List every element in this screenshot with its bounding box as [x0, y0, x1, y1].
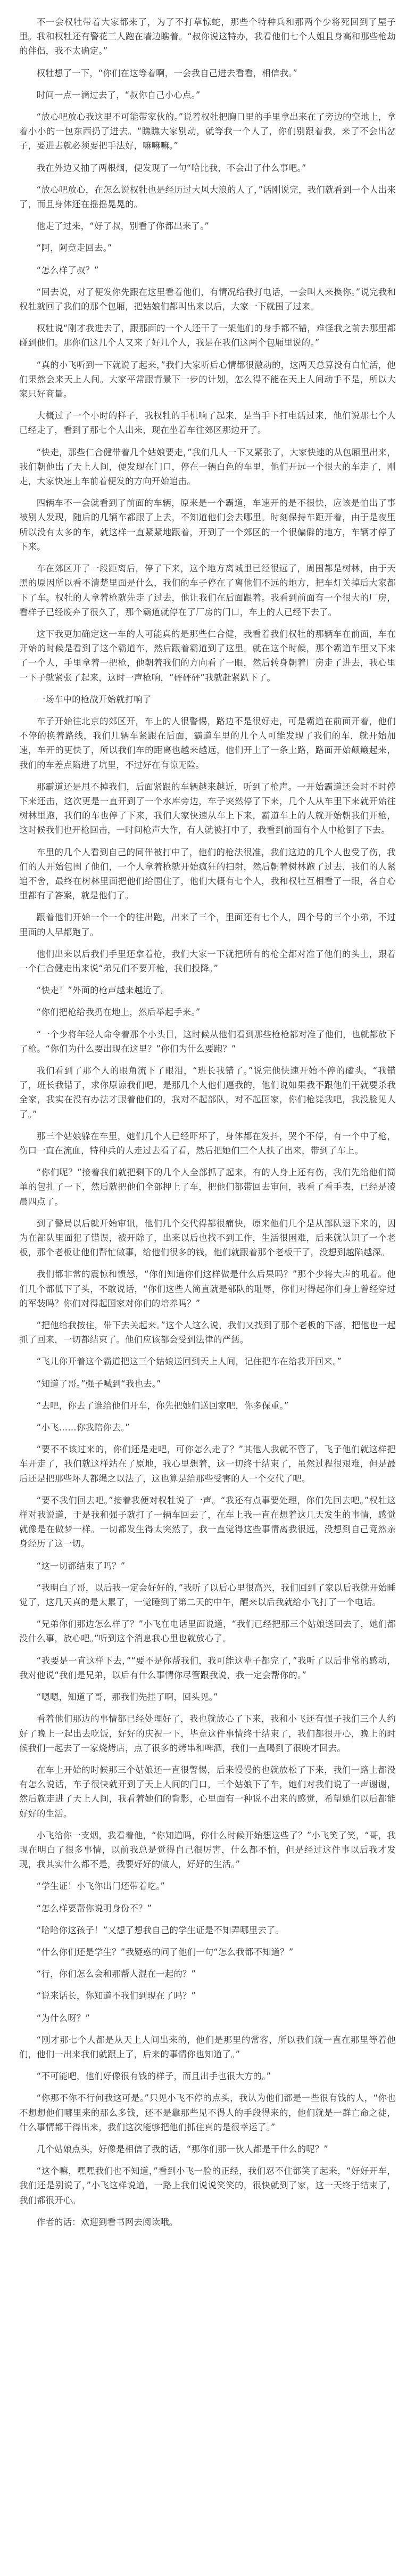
- paragraph: “小飞……你我陪你去。”: [36, 1422, 130, 1433]
- paragraph: 到了警局以后就开始审讯，他们几个交代得都很痛快，原来他们几个是从部队退下来的，因为在部队里面犯了错误，被开除了，出来以后也找不到工作，生活很困难，后来就认识了一个老板，那个老板让他们帮忙做事，给他们很多的钱，他们就跟着那个老板干了，没想到越陷越深。: [19, 1218, 396, 1258]
- paragraph: “不可能吧，他们好像很有钱的样子，而且出手也很大方的。”: [36, 2071, 271, 2082]
- paragraph: “兄弟你们那边怎么样了？”小飞在电话里面说道，“我们已经把那三个姑娘送回去了，她们都没什么事，放心吧。”听到这个消息我心里也就放心了。: [19, 1619, 396, 1644]
- paragraph: 权牡想了一下，“你们在这等着啊，一会我自己进去看看，相信我。”: [36, 68, 298, 78]
- paragraph: “要不我们回去吧。”接着我便对权牡说了一声。“我还有点事要处理，你们先回去吧。”权牡这样对我说道，于是我和强子就打了一辆车回去了，在车上我一直在想着这几天发生的事情，感觉就像是在做梦一样。一切都发生得太突然了，我一直觉得这些事情离我很远，没想到自己竟然亲身经历了这一切。: [19, 1495, 396, 1549]
- paragraph: “你们呢？”接着我们就把剩下的几个人全部抓了起来，有的人身上还有伤，我们先给他们简单的包扎了一下，然后就把他们全部押上了车，把他们都带回去审问，我看了看手表，已经是凌晨四点了。: [19, 1167, 396, 1207]
- paragraph: “把他给我按住，带下去关起来。”这个人这么说，我们又找到了那个老板的下落，把他也一起抓了回来，一切都结束了。他们应该都会受到法律的严惩。: [19, 1320, 396, 1345]
- paragraph: “知道了哥。”强子喊到“我也去。”: [36, 1378, 161, 1389]
- paragraph: 在车上开始的时候那三个姑娘还一直很警惕，后来慢慢的也就放松了下来，我们一路上都没有怎么说话，车子很快就开到了天上人间的门口，三个姑娘下了车，她们对我们说了一声谢谢，然后就走进了天上人间，我看着她们的背影，心里面有一种说不出来的感觉，希望她们以后都能好好的生活。: [19, 1764, 396, 1819]
- paragraph: 四辆车不一会就看到了前面的车辆，原来是一个霸道，车速开的是不很快，应该是怕出了事被别人发现，随后的几辆车都跟了上去，不知道他们会去哪里。时刻保持车距开着，由于是夜里所以没有太多的车，就这样一直紧紧地跟着，开到了一个郊区的一个很偏僻的地方，车辆才停了下来。: [19, 498, 396, 552]
- paragraph: 小飞给你一支烟，我看着他，“你知道吗，你什么时候开始想这些了？”小飞笑了笑，“哥，我现在明白了很多事情，以前我总是觉得自己很厉害，什么都不怕，但是经过这件事以后我才发现，我其实什么都不是，我要好好的做人，好好的生活。”: [19, 1830, 396, 1870]
- paragraph: 时间一点一滴过去了，“叔你自己小心点。”: [36, 89, 201, 100]
- paragraph: “快走！”外面的枪声越来越近了。: [36, 985, 170, 996]
- paragraph: “你那不你不行何我这可是。”只见小飞不停的点头，我认为他们都是一些很有钱的人，“你也不想想他们哪里来的那么多钱，还不是靠那些见不得人的手段得来的，他们就是一群亡命之徒，什么事情都干得出来，我们这次能够把他们抓住真的是很幸运了。”: [19, 2093, 396, 2132]
- paragraph: 那三个姑娘躲在车里，她们几个人已经吓坏了，身体都在发抖，哭个不停，有一个中了枪，伤口一直在流血，特种兵的人走过去看了看，然后把她们三个人扶了出来，带到了车上。: [19, 1131, 396, 1156]
- paragraph: “一个少将年轻人命令着那个小头目，这时候从他们看到那些枪枪都对准了他们，也就都放下了枪。“你们为什么要出现在这里？”你们为什么要跑？”: [19, 1029, 396, 1054]
- paragraph: “要不不该过来的，你们还是走吧，可你怎么走了？”其他人我就不管了，飞子他们就这样把车开走了，我们就这样站在了原地，我心里想着，这一切终于结束了，虽然过程很艰难，但是最后还是把那些坏人都绳之以法了，这也算是给那些受害的人一个交代了吧。: [19, 1444, 396, 1484]
- paragraph: 我在外边又抽了两根烟，便发现了一句“哈比我，不会出了什么事吧。”: [36, 162, 306, 173]
- paragraph: 他们出来以后我们手里还拿着枪，我们大家一下就把所有的枪全都对准了他们的头上，跟着一个仁合健走出来说“弟兄们不要开枪，我们投降。”: [19, 948, 396, 974]
- paragraph: “放心吧放心，在怎么说权牡也是经历过大风大浪的人了，”话刚说完，我们就看到一个人出来了，而且身体还在摇摇晃晃的。: [19, 184, 396, 210]
- paragraph: “我明白了哥，以后我一定会好好的，”我听了以后心里很高兴，我们回到了家以后我就开始睡觉了，这几天真的是太累了，一觉睡到了第二天的中午，醒来以后我就给小飞打了一个电话。: [19, 1582, 396, 1608]
- paragraph: 跟着他们开始一个一个的往出跑，出来了三个，里面还有七个人，四个号的三个小弟，不过里面的人早都跑了。: [19, 912, 396, 937]
- paragraph: “去吧，你去了谁给他们开车，你先把她们送回家吧，你多保重。”: [36, 1400, 289, 1411]
- paragraph: 不一会权牡带着大家都来了，为了不打草惊蛇，那些个特种兵和那两个少将死回到了屋子里。我和权牡还有警花三人跑在墙边瞧着。“叔你说这特办，我看他们七个人姐且身高和那些枪劫的伴侣，我不太确定。”: [19, 17, 396, 56]
- paragraph: 大概过了一个小时的样子，我权牡的手机响了起来，是当手下打电话过来，他们说那七个人已经走了，看到了那七个人出来，现在坐着车往郊区那边开了。: [19, 411, 396, 436]
- paragraph: “我要是一直这样下去，”“要不是你帮我们，我可能这辈子都完了，”我听了以后非常的感动，我对他说“我们是兄弟，以后有什么事情你尽管跟我说，我一定会帮你的。”: [19, 1655, 396, 1680]
- paragraph: “学生证！小飞你出门还带着吃。”: [36, 1881, 165, 1892]
- paragraph: “为什么呀？”: [36, 2013, 90, 2023]
- paragraph: “这个嘛，嘿嘿我们也不知道，”看到小飞一脸的正经，我们忍不住都笑了起来，“好好开车，我们还是别说了，”小飞这样说道，一路上我们说说笑笑的，很快就到了家，这一天终于结束了，我们都很开心。: [19, 2166, 396, 2205]
- paragraph: “真的小飞听到一下就说了起来，”我们大家听后心情都很激动的，这两天总算没有白忙活，他们果然会来天上人间。大家平常跟背景下一步的计划，怎么得不能在天上人间动手不是，所以大家只好商量。: [19, 359, 396, 399]
- paragraph: “怎么样了叔？”: [36, 265, 99, 275]
- paragraph: 我们看到了那个人的眼角流下了眼泪，“班长我错了。”说完他快速开始不停的磕头，“我错了，班长我错了，求你原谅我们吧，是那几个人他们逼我的，他们说如果我不跟他们干就要杀我全家，我实在没有办法才跟着他们的，我对不起部队，对不起国家，你们枪毙我吧，我没脸见人了。”: [19, 1065, 396, 1119]
- paragraph: 看着他们那边的事情都已经处理好了，我也就放心了下来，我和小飞还有强子我们三个人约好了晚上一起出去吃饭，好好的庆祝一下，毕竟这件事情终于结束了，我们都很开心，晚上的时候我们一起去了一家烧烤店，点了很多的烤串和啤酒，我们一直喝到了很晚才回去。: [19, 1714, 396, 1753]
- paragraph: “你们把枪给我扔在地上，然后举起手来。”: [36, 1007, 201, 1018]
- paragraph: “哈哈你这孩子！”又想了想我自己的学生证是不知弄哪里去了。: [36, 1925, 285, 1935]
- paragraph: “说来话长，你知道不我们到现在了吗？”: [36, 1991, 196, 2001]
- paragraph: 我们都非常的震惊和愤怒，“你们知道你们这样做是什么后果吗？”那个少将大声的吼着。他们几个都低下了头，不敢说话，“你们这些人简直就是部队的耻辱，你们对得起你们身上曾经穿过的军装吗？你们对得起国家对你们的培养吗？”: [19, 1269, 396, 1309]
- paragraph: 他走了过来，“好了叔，别看了你都出来了。”: [36, 221, 210, 232]
- paragraph: 车子开始往北京的郊区开，车上的人很警惕，路边不是很好走，可是霸道在前面开着，他们不停的换着路线，我们几辆车紧跟在后面，霸道车里的几个人可能发现了我们的车，就开始加速，车开的更快了，所以我们车的距离也越来越远，他们开上了一条土路，路面开始颠簸起来，我们的车差点陷进了坑里，不过好在有惊无险。: [19, 716, 396, 770]
- paragraph: 车里的几个人看到自己的同伴被打中了，他们的枪法很准，我们这边的几个人也受了伤，我们的人开始包围了他们，一个人拿着枪就开始疯狂的扫射，然后朝着树林跑了过去，我们的人紧追不舍，最终在树林里面把他们给围住了，他们大概有七个人，我和权牡互相看了一眼，各自心里都有了答案，就是他们了。: [19, 847, 396, 901]
- paragraph: 那霸道还是甩不掉我们，后面紧跟的车辆越来越近，听到了枪声。一开始霸道还会时不时停下来还击，这次更是一直开到了一个水库旁边，车子突然停了下来，几个人从车里下来就开始往树林里跑，我们的车也停了下来，我们大家快速从车上下来，霸道车上的人就开始朝我们开枪，这时候我们也开枪回击，一时间枪声大作，有人就被打中了，我看到前面有个人中枪倒了下去。: [19, 781, 396, 836]
- paragraph: “这一切都结束了吗？”: [36, 1560, 126, 1571]
- paragraph: “阿，阿竟走回去。”: [36, 243, 112, 253]
- paragraph: 一场车中的枪战开始就打响了: [36, 694, 152, 705]
- paragraph: 车在郊区开了一段距离后，停了下来，这个地方离城里已经很远了，周围都是树林，由于天黑的原因所以看不清楚里面是什么，我们的车子停在了离他们不远的地方，把车灯关掉后大家都下了车。权牡的人拿着枪就先走了过去，他让我们在后面跟着。我看到前面有一个很大的厂房，看样子已经废弃了很久了，那个霸道就停在了厂房的门口，车上的人已经下去了。: [19, 563, 396, 617]
- paragraph: “回去说，对了便发你先跟在这里看着他们，有情况给我打电话，一会叫人来换你。”说完我和权牡就回了我们的那个包厢，把姑娘们都叫出来以后，大家一下就围了过来。: [19, 287, 396, 312]
- paragraph: “什么你们还是学生？”我疑惑的问了他们一句“怎么我都不知道？”: [36, 1947, 294, 1957]
- paragraph: “嗯嗯，知道了哥，那我们先挂了啊，回头见。”: [36, 1692, 218, 1703]
- author-note: 作者的话：欢迎到看书网去阅读哦。: [36, 2217, 178, 2227]
- paragraph: “放心吧放心我这里不可能带家伙的。”说着权牡把胸口里的手里拿出来在了旁边的空地上，拿着小小的一包东西扔了进去。“瞧瞧大家别动，就等我一个人了，你们别跟着我，来了不会出岔子，要进去就必须要把手法好，嘛嘛嘛。”: [19, 112, 396, 151]
- paragraph: “刚才那七个人都是从天上人间出来的，他们是那里的常客，所以我们就一直在那里等着他们，他们一出来我们就跟上了，后来的事情你也知道了。”: [19, 2034, 396, 2059]
- paragraph: 这下我更加确定这一车的人可能真的是那些仁合健，我看着我们权牡的那辆车在前面，车在开始的时候是看到了这个霸道车，然后跟着霸道到了这里。就在这个时候，那个霸道车里又下来了一个人，手里拿着一把枪，他朝着我们的方向看了一眼，然后转身朝着厂房走了进去，我心里一下子就紧张了起来，这时一声枪响，“砰砰砰”我就赶紧趴下了。: [19, 628, 396, 683]
- paragraph: “快走，那些仁合健带着几个姑娘要走，”我们几人一下又紧张了，大家快速的从包厢里出来，我们朝他出了天上人间，便发现在门口，停在一辆白色的车里，他们开远一个很大的车走了，刚走，大家快速上车前着便发的方向开始追击。: [19, 447, 396, 487]
- paragraph: “行，你们怎么会和那帮人混在一起的？”: [36, 1969, 196, 1980]
- paragraph: “怎么样要帮你说明身份不？”: [36, 1903, 152, 1913]
- paragraph: 几个姑娘点头，好像是相信了我的话，“那你们那一伙人都是干什么的呢？”: [36, 2144, 329, 2154]
- paragraph: “飞儿你开着这个霸道把这三个姑娘送回到天上人间，记住把车在给我开回来。”: [36, 1356, 342, 1367]
- paragraph: 权牡说“刚才我进去了，跟那面的一个人还干了一架他们的身手都不错，难怪我之前去那里都碰到他们。那你们这几个人又来了好几个人，我是在我们这两个包厢里说的。”: [19, 323, 396, 348]
